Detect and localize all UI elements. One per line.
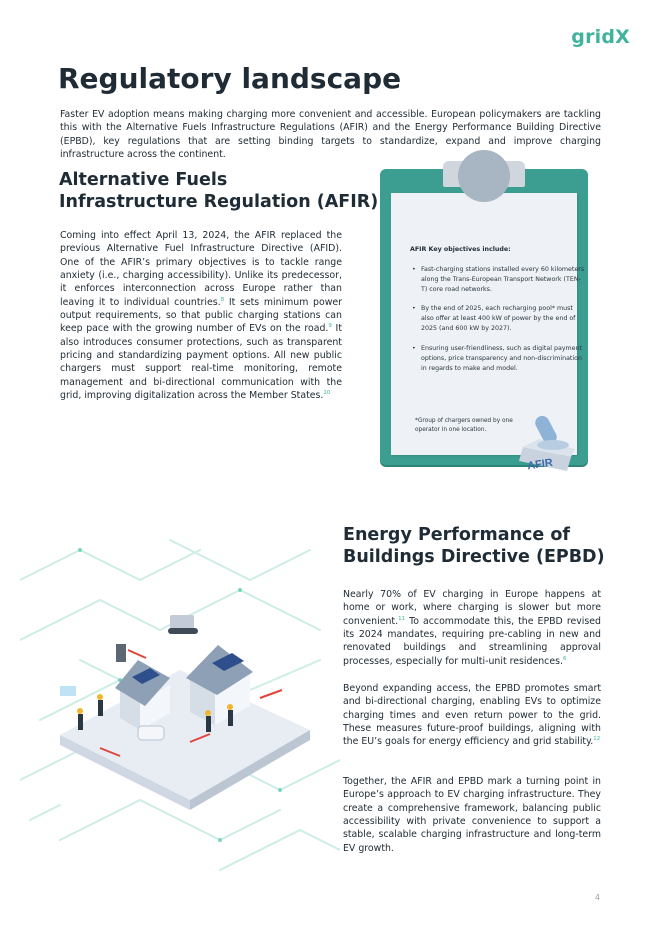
afir-text-1: Coming into effect April 13, 2024, the AFIR replaced the previous Alternative Fuel Infrastructure Directive (AFID). One of the AFIR’s primary objectives is to tackle range anxiety (i.e., charging accessibility). Unlike its predecessor, it enforces interconnection across Europe rather than leaving it to individual countries. <box>60 230 342 308</box>
intro-paragraph: Faster EV adoption means making charging more convenient and accessible. European policymakers are tackling this with the Alternative Fuels Infrastructure Regulations (AFIR) and the Energy Performance Building Directive (EPBD), key regulations that are setting binding targets to standardize, expand and improve charging infrastructure across the continent. <box>60 109 601 161</box>
epbd-heading <box>343 524 605 568</box>
afir-text-3: It also introduces consumer protections, such as transparent pricing and standardizing payment options. All new public chargers must support real-time monitoring, remote management and bi-directional communication with the grid, improving digitalization across the Member States. <box>60 323 342 402</box>
clip-circle <box>458 150 510 202</box>
afir-stamp-icon <box>509 411 579 473</box>
epbd-text-1: Nearly 70% of EV charging in Europe happens at home or work, where charging is slower but more convenient. <box>343 589 601 627</box>
list-item: • By the end of 2025, each recharging pool* must also offer at least 400 kW of power by the end of 2025 (and 600 kW by 2027). <box>410 304 586 334</box>
epbd-paragraph-1 <box>343 588 601 668</box>
objectives-list <box>410 265 586 383</box>
page-number: 4 <box>594 893 600 902</box>
afir-text-2: It sets minimum power output requirements, so that public charging stations can keep pace with the growing number of EVs on the road. <box>60 296 342 335</box>
afir-heading <box>59 169 378 213</box>
footnote-ref[interactable]: 10 <box>323 390 331 396</box>
list-item: • Fast-charging stations installed every 60 kilometers along the Trans-European Transport Network (TEN-T) core road networks. <box>410 265 586 295</box>
epbd-text-2: To accommodate this, the EPBD revised its 2024 mandates, requiring pre-cabling in new and renovated buildings and streamlining approval processes, especially for multi-unit residences. <box>343 615 601 667</box>
footnote-ref[interactable]: 11 <box>398 615 406 622</box>
afir-heading-line2: Infrastructure Regulation (AFIR) <box>59 192 379 212</box>
stamp-label: AFIR <box>526 456 554 473</box>
card-footnote: *Group of chargers owned by one operator in one location. <box>415 418 513 433</box>
footnote-ref[interactable]: 12 <box>593 736 601 743</box>
footnote-ref[interactable]: 9 <box>328 323 332 330</box>
epbd-paragraph-2 <box>343 682 601 749</box>
page-title: Regulatory landscape <box>58 62 402 95</box>
afir-clipboard <box>380 169 588 473</box>
epbd-paragraph-3: Together, the AFIR and EPBD mark a turning point in Europe’s approach to EV charging infrastructure. They create a comprehensive framework, balancing public accessibility with private convenience to support a stable, scalable charging infrastructure and long-term EV growth. <box>343 776 601 854</box>
afir-heading-line1: Alternative Fuels <box>59 170 228 190</box>
epbd-heading-line2: Buildings Directive (EPBD) <box>343 547 605 567</box>
card-title: AFIR Key objectives include: <box>410 246 511 253</box>
footnote-ref[interactable]: 8 <box>220 296 225 303</box>
epbd-text-3: Beyond expanding access, the EPBD promotes smart and bi-directional charging, enabling EVs to optimize charging times and even return power to the grid. These measures future-proof buildings, aligning with the EU’s goals for energy efficiency and grid stability. <box>343 683 601 748</box>
afir-paragraph <box>60 229 342 402</box>
list-item: • Ensuring user-friendliness, such as digital payment options, price transparency and non-discrimination in regards to make and model. <box>410 344 586 374</box>
clipboard-paper <box>391 193 585 473</box>
epbd-heading-line1: Energy Performance of <box>343 525 571 545</box>
footnote-ref[interactable]: 6 <box>562 655 567 662</box>
charging-neighborhood-illustration <box>20 520 340 880</box>
gridx-logo: gridX <box>571 26 630 48</box>
